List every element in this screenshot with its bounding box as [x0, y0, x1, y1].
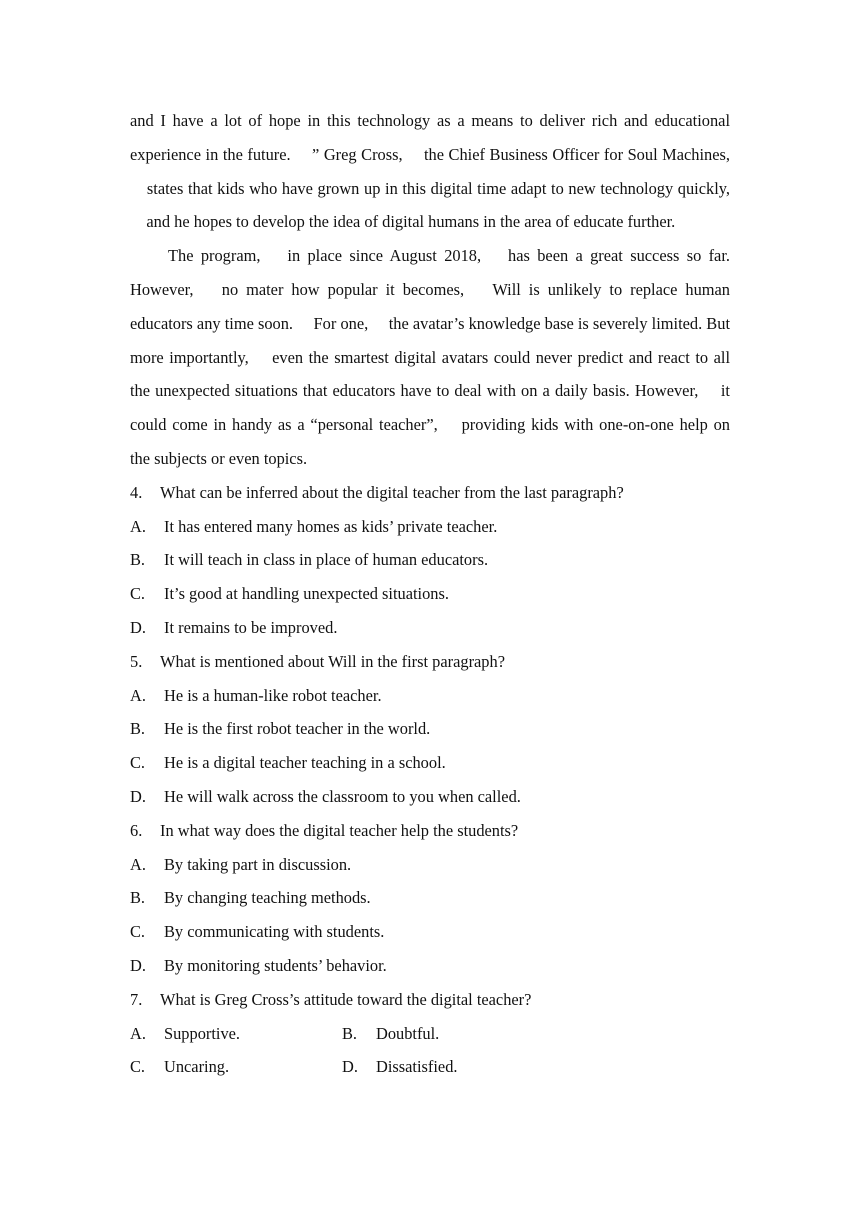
option-c — [130, 577, 730, 611]
option-b — [342, 1017, 554, 1051]
option-d — [130, 780, 730, 814]
option-text: It will teach in class in place of human educators. — [164, 550, 489, 570]
option-text: By communicating with students. — [164, 922, 385, 942]
option-b — [130, 712, 730, 746]
option-letter: C. — [130, 753, 146, 773]
option-d — [130, 949, 730, 983]
option-a — [130, 510, 730, 544]
option-letter: C. — [130, 922, 146, 942]
option-letter: D. — [342, 1057, 358, 1077]
question-number: 4. — [130, 482, 143, 502]
option-text: He is the first robot teacher in the world. — [164, 719, 431, 739]
question-text: What is mentioned about Will in the first paragraph? — [160, 651, 505, 671]
question-text: In what way does the digital teacher help the students? — [160, 820, 519, 840]
option-letter: C. — [130, 1057, 146, 1077]
option-c — [130, 1050, 342, 1084]
option-letter: B. — [130, 888, 146, 908]
option-b — [130, 881, 730, 915]
option-text: He will walk across the classroom to you when called. — [164, 786, 521, 806]
option-letter: D. — [130, 617, 146, 637]
option-a — [130, 848, 730, 882]
question-stem — [130, 983, 730, 1017]
option-a — [130, 679, 730, 713]
option-text: He is a human-like robot teacher. — [164, 685, 382, 705]
option-letter: A. — [130, 1023, 146, 1043]
option-text: By taking part in discussion. — [164, 854, 352, 874]
option-letter: A. — [130, 516, 146, 536]
question-stem — [130, 476, 730, 510]
option-text: Dissatisfied. — [376, 1057, 458, 1077]
question-6 — [130, 814, 730, 983]
option-text: Supportive. — [164, 1023, 241, 1043]
question-number: 7. — [130, 989, 143, 1009]
passage-paragraph-1: and I have a lot of hope in this technology as a means to deliver rich and educational experience in the future. ” Greg Cross, the Chief Business Officer for Soul Machines, states that kids who have grown up in this digital time adapt to new technology quickly, and he hopes to develop the idea of digital humans in the area of educate further. — [130, 111, 730, 232]
option-letter: D. — [130, 955, 146, 975]
option-letter: B. — [342, 1023, 358, 1043]
question-number: 6. — [130, 820, 143, 840]
option-letter: A. — [130, 685, 146, 705]
option-text: It has entered many homes as kids’ private teacher. — [164, 516, 498, 536]
passage-paragraph-2: The program, in place since August 2018, has been a great success so far. However, no mater how popular it becomes, Will is unlikely to replace human educators any time soon. For one, the avatar’s knowledge base is severely limited. But more importantly, even the smartest digital avatars could never predict and react to all the unexpected situations that educators have to deal with on a daily basis. However, it could come in handy as a “personal teacher”, providing kids with one-on-one help on the subjects or even topics. — [130, 246, 730, 468]
option-text: He is a digital teacher teaching in a school. — [164, 753, 446, 773]
option-letter: B. — [130, 550, 146, 570]
option-c — [130, 915, 730, 949]
option-letter: D. — [130, 786, 146, 806]
option-c — [130, 746, 730, 780]
question-number: 5. — [130, 651, 143, 671]
option-text: It’s good at handling unexpected situations. — [164, 584, 449, 604]
option-letter: C. — [130, 584, 146, 604]
option-row-cd — [130, 1050, 730, 1084]
option-text: Doubtful. — [376, 1023, 440, 1043]
option-text: Uncaring. — [164, 1057, 230, 1077]
document-page — [130, 104, 730, 1084]
option-d — [342, 1050, 554, 1084]
option-letter: A. — [130, 854, 146, 874]
option-d — [130, 611, 730, 645]
option-text: It remains to be improved. — [164, 617, 338, 637]
question-stem — [130, 814, 730, 848]
option-row-ab — [130, 1017, 730, 1051]
question-text: What can be inferred about the digital teacher from the last paragraph? — [160, 482, 624, 502]
question-stem — [130, 645, 730, 679]
option-a — [130, 1017, 342, 1051]
option-text: By monitoring students’ behavior. — [164, 955, 387, 975]
option-b — [130, 543, 730, 577]
option-letter: B. — [130, 719, 146, 739]
question-4 — [130, 476, 730, 645]
question-5 — [130, 645, 730, 814]
question-text: What is Greg Cross’s attitude toward the digital teacher? — [160, 989, 532, 1009]
question-7 — [130, 983, 730, 1084]
option-text: By changing teaching methods. — [164, 888, 371, 908]
